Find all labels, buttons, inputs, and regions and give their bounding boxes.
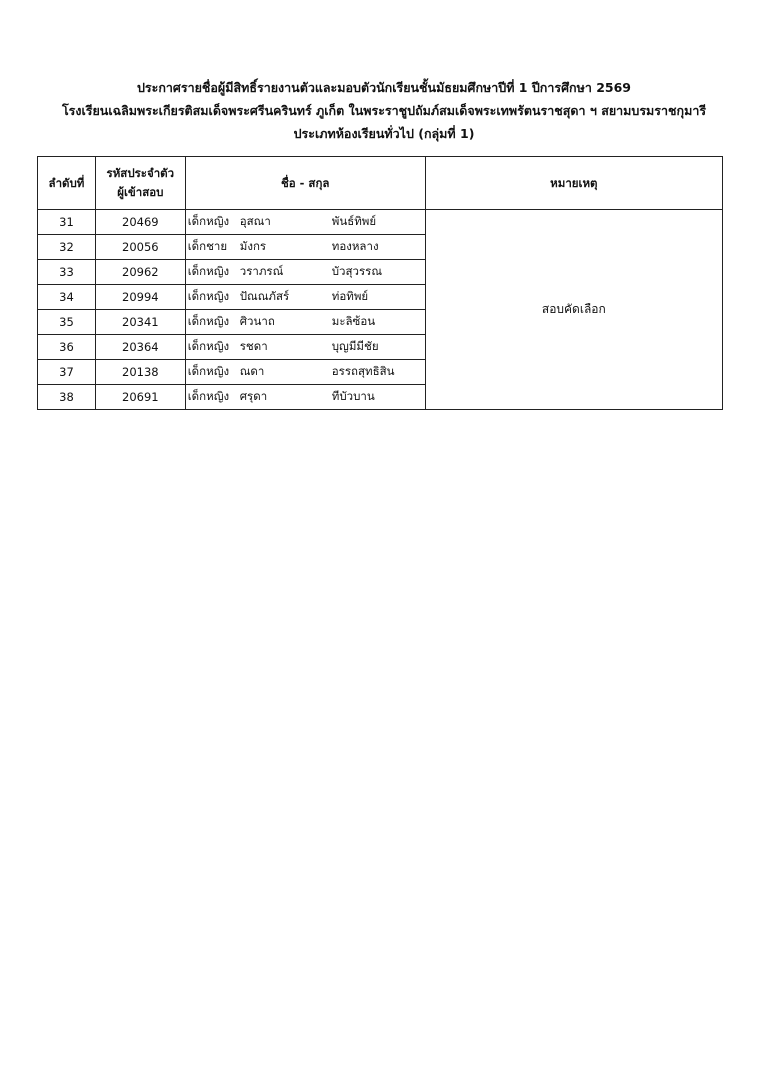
sequence-cell: 36 <box>38 335 96 360</box>
header-candidate-id <box>95 157 185 210</box>
name-prefix: เด็กหญิง <box>187 339 230 353</box>
name-cell <box>185 360 425 385</box>
candidate-id-cell: 20469 <box>95 210 185 235</box>
first-name: รชดา <box>239 339 268 353</box>
sequence-cell: 34 <box>38 285 96 310</box>
name-prefix: เด็กหญิง <box>187 289 230 303</box>
sequence-cell: 35 <box>38 310 96 335</box>
name-prefix: เด็กหญิง <box>187 364 230 378</box>
header-remarks: หมายเหตุ <box>425 157 722 210</box>
remarks-cell: สอบคัดเลือก <box>425 210 722 410</box>
announcement-header <box>0 76 768 145</box>
name-cell <box>185 235 425 260</box>
first-name: มังกร <box>239 239 267 253</box>
name-prefix: เด็กหญิง <box>187 214 230 228</box>
name-cell <box>185 285 425 310</box>
last-name: บุญมีมีชัย <box>331 339 379 353</box>
last-name: ทองหลาง <box>331 239 379 253</box>
class-type: ประเภทห้องเรียนทั่วไป (กลุ่มที่ 1) <box>293 126 475 141</box>
candidate-id-cell: 20341 <box>95 310 185 335</box>
table-row <box>38 210 723 235</box>
candidate-id-cell: 20691 <box>95 385 185 410</box>
name-cell <box>185 210 425 235</box>
first-name: อุสณา <box>239 214 271 228</box>
name-cell <box>185 385 425 410</box>
candidate-id-cell: 20364 <box>95 335 185 360</box>
table-header-row <box>38 157 723 210</box>
last-name: ทีบัวบาน <box>331 389 375 403</box>
candidate-id-cell: 20994 <box>95 285 185 310</box>
student-roster-table <box>37 156 723 410</box>
name-prefix: เด็กหญิง <box>187 389 230 403</box>
candidate-id-cell: 20056 <box>95 235 185 260</box>
last-name: มะลิซ้อน <box>331 314 376 328</box>
sequence-cell: 32 <box>38 235 96 260</box>
name-prefix: เด็กหญิง <box>187 264 230 278</box>
first-name: ปัณณภัสร์ <box>239 289 290 303</box>
first-name: ศรุดา <box>239 389 268 403</box>
name-prefix: เด็กชาย <box>187 239 228 253</box>
sequence-cell: 37 <box>38 360 96 385</box>
name-cell <box>185 335 425 360</box>
sequence-cell: 31 <box>38 210 96 235</box>
first-name: ณดา <box>239 364 265 378</box>
candidate-id-cell: 20138 <box>95 360 185 385</box>
name-prefix: เด็กหญิง <box>187 314 230 328</box>
announcement-title: ประกาศรายชื่อผู้มีสิทธิ์รายงานตัวและมอบตัวนักเรียนชั้นมัธยมศึกษาปีที่ 1 ปีการศึกษา 2569 <box>136 80 631 95</box>
school-name: โรงเรียนเฉลิมพระเกียรติสมเด็จพระศรีนครินทร์ ภูเก็ต ในพระราชูปถัมภ์สมเด็จพระเทพรัตนราชสุดา ฯ สยามบรมราชกุมารี <box>61 103 707 118</box>
first-name: ศิวนาถ <box>239 314 275 328</box>
last-name: ท่อทิพย์ <box>331 289 369 303</box>
header-candidate-id-line1: รหัสประจำตัว <box>106 166 175 180</box>
sequence-cell: 33 <box>38 260 96 285</box>
last-name: พันธ์ทิพย์ <box>331 214 377 228</box>
last-name: บัวสุวรรณ <box>331 264 383 278</box>
header-candidate-id-line2: ผู้เข้าสอบ <box>117 185 164 199</box>
first-name: วราภรณ์ <box>239 264 284 278</box>
sequence-cell: 38 <box>38 385 96 410</box>
candidate-id-cell: 20962 <box>95 260 185 285</box>
name-cell <box>185 310 425 335</box>
last-name: อรรถสุทธิสิน <box>331 364 395 378</box>
header-sequence: ลำดับที่ <box>38 157 96 210</box>
header-full-name: ชื่อ - สกุล <box>185 157 425 210</box>
name-cell <box>185 260 425 285</box>
